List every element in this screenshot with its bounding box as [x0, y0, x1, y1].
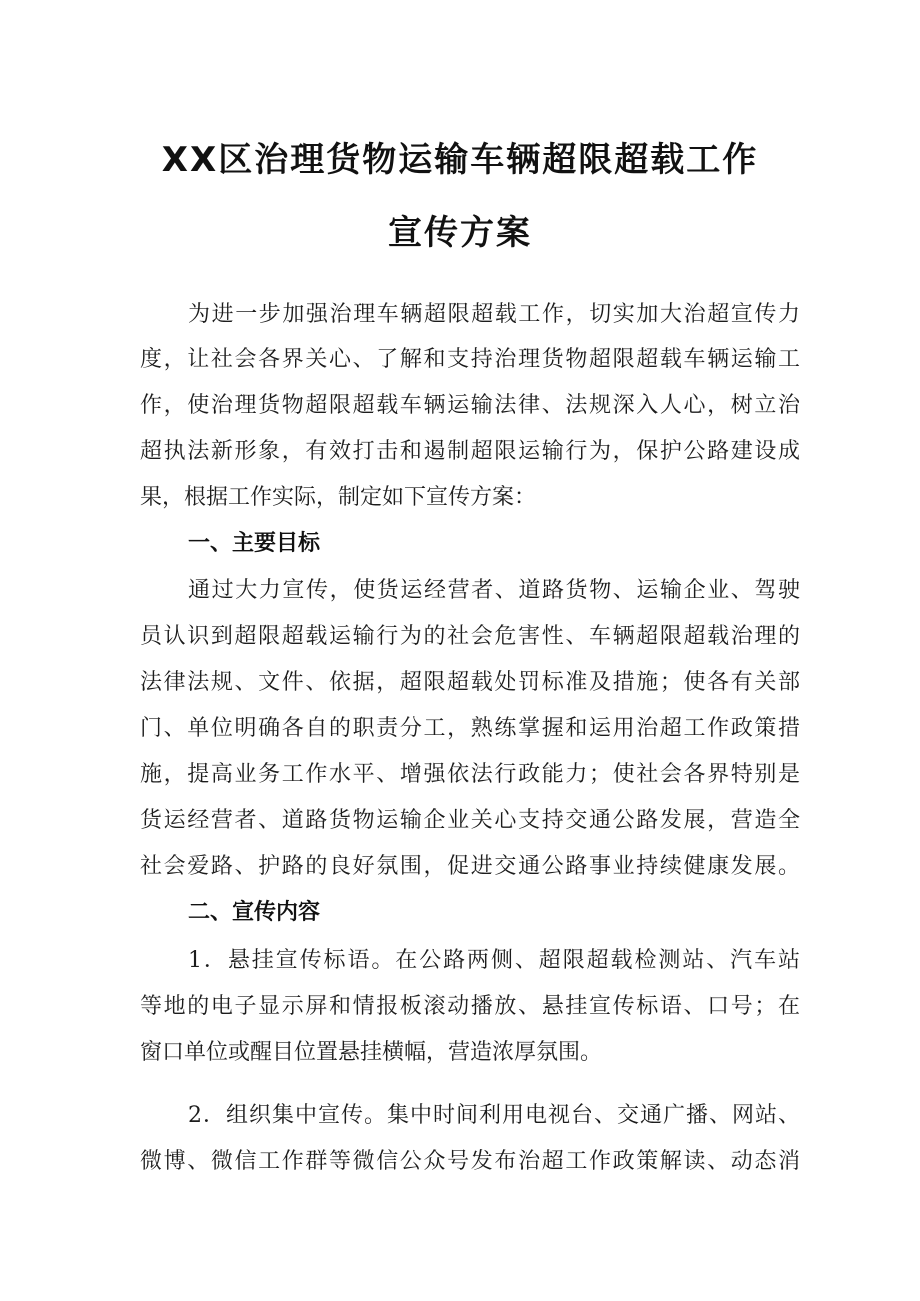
intro-line: 为进一步加强治理车辆超限超载工作，切实加大治超宣传力 [188, 302, 800, 327]
section1-line: 通过大力宣传，使货运经营者、道路货物、运输企业、驾驶 [188, 578, 800, 603]
section2-item2-line: 微博、微信工作群等微信公众号发布治超工作政策解读、动态消 [140, 1149, 800, 1174]
intro-line: 超执法新形象，有效打击和遏制超限运输行为，保护公路建设成 [140, 439, 800, 464]
section2-item2-line: 2．组织集中宣传。集中时间利用电视台、交通广播、网站、 [188, 1103, 800, 1128]
section-heading-content: 二、宣传内容 [188, 900, 321, 925]
intro-line: 度，让社会各界关心、了解和支持治理货物超限超载车辆运输工 [140, 347, 800, 372]
section2-item1-line: 窗口单位或醒目位置悬挂横幅，营造浓厚氛围。 [140, 1040, 603, 1065]
section1-line: 法律法规、文件、依据，超限超载处罚标准及措施；使各有关部 [140, 670, 800, 695]
intro-line: 作，使治理货物超限超载车辆运输法律、法规深入人心，树立治 [140, 393, 800, 418]
section1-line: 门、单位明确各自的职责分工，熟练掌握和运用治超工作政策措 [140, 716, 800, 741]
section2-item1-line: 1．悬挂宣传标语。在公路两侧、超限超载检测站、汽车站 [188, 948, 800, 973]
section2-item1-line: 等地的电子显示屏和情报板滚动播放、悬挂宣传标语、口号；在 [140, 994, 800, 1019]
section1-line: 社会爱路、护路的良好氛围，促进交通公路事业持续健康发展。 [140, 854, 800, 879]
document-title-line-1: XX区治理货物运输车辆超限超载工作 [161, 140, 759, 180]
section1-line: 员认识到超限超载运输行为的社会危害性、车辆超限超载治理的 [140, 624, 800, 649]
document-title-line-2: 宣传方案 [388, 213, 532, 253]
section-heading-goals: 一、主要目标 [188, 531, 321, 556]
section1-line: 施，提高业务工作水平、增强依法行政能力；使社会各界特别是 [140, 762, 800, 787]
section1-line: 货运经营者、道路货物运输企业关心支持交通公路发展，营造全 [140, 808, 800, 833]
intro-line: 果，根据工作实际，制定如下宣传方案： [140, 485, 537, 510]
